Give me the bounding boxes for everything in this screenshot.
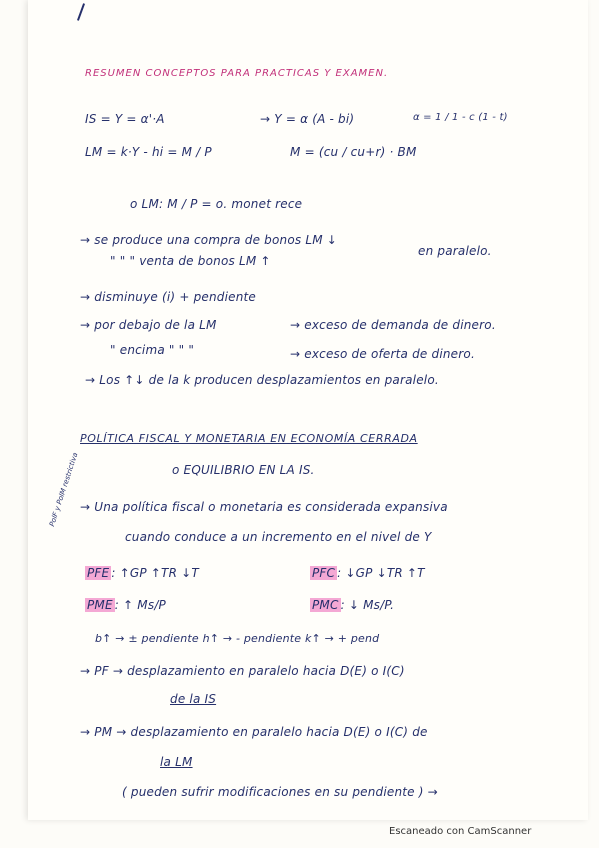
equation-money-supply: M = (cu / cu+r) · BM (290, 145, 417, 159)
equation-lm: LM = k·Y - hi = M / P (85, 145, 212, 159)
margin-note: PolF y PolM restrictiva (48, 451, 80, 528)
pmc-row (310, 598, 394, 612)
page-title: RESUMEN CONCEPTOS PARA PRACTICAS Y EXAMEN. (85, 68, 389, 79)
note-compra-bonos: → se produce una compra de bonos LM ↓ (80, 233, 338, 247)
pfe-row (85, 566, 199, 580)
pm-line-1: → PM → desplazamiento en paralelo hacia D(E) o I(C) de (80, 725, 428, 739)
note-exceso-oferta: → exceso de oferta de dinero. (290, 347, 475, 361)
note-k-desplazamientos: → Los ↑↓ de la k producen desplazamientos en paralelo. (85, 373, 439, 387)
section-heading: POLÍTICA FISCAL Y MONETARIA EN ECONOMÍA CERRADA (80, 432, 418, 445)
pmc-text: : ↓ Ms/P. (340, 598, 395, 612)
policy-definition-1: → Una política fiscal o monetaria es considerada expansiva (80, 500, 448, 514)
section-subheading: o EQUILIBRIO EN LA IS. (172, 463, 315, 477)
note-exceso-demanda: → exceso de demanda de dinero. (290, 318, 496, 332)
pf-line-2: de la IS (170, 692, 217, 706)
pfe-text: : ↑GP ↑TR ↓T (111, 566, 199, 580)
lm-note: o LM: M / P = o. monet rece (130, 197, 303, 211)
note-venta-bonos: " " " venta de bonos LM ↑ (110, 254, 271, 268)
pfe-label: PFE (87, 566, 110, 580)
pfc-row (310, 566, 425, 580)
pm-line-2: la LM (160, 755, 193, 769)
note-debajo-lm: → por debajo de la LM (80, 318, 217, 332)
pf-line-1: → PF → desplazamiento en paralelo hacia D(E) o I(C) (80, 664, 405, 678)
pmc-label: PMC (312, 598, 339, 612)
note-disminuye: → disminuye (i) + pendiente (80, 290, 257, 304)
slope-modification-note: ( pueden sufrir modificaciones en su pendiente ) → (122, 785, 438, 799)
slopes-note: b↑ → ± pendiente h↑ → - pendiente k↑ → + pend (95, 632, 380, 645)
scanner-watermark: Escaneado con CamScanner (389, 826, 532, 837)
note-paralelo: en paralelo. (418, 244, 492, 258)
equation-is-expanded: → Y = α (A - bi) (260, 112, 355, 126)
pfc-label: PFC (312, 566, 336, 580)
pme-text: : ↑ Ms/P (114, 598, 166, 612)
pme-label: PME (87, 598, 113, 612)
equation-multiplier: α = 1 / 1 - c (1 - t) (413, 112, 508, 123)
pfc-text: : ↓GP ↓TR ↑T (337, 566, 425, 580)
corner-mark (77, 3, 85, 21)
policy-definition-2: cuando conduce a un incremento en el nivel de Y (125, 530, 432, 544)
equation-is: IS = Y = α'·A (85, 112, 165, 126)
pme-row (85, 598, 166, 612)
note-encima-lm: " encima " " " (110, 343, 195, 357)
